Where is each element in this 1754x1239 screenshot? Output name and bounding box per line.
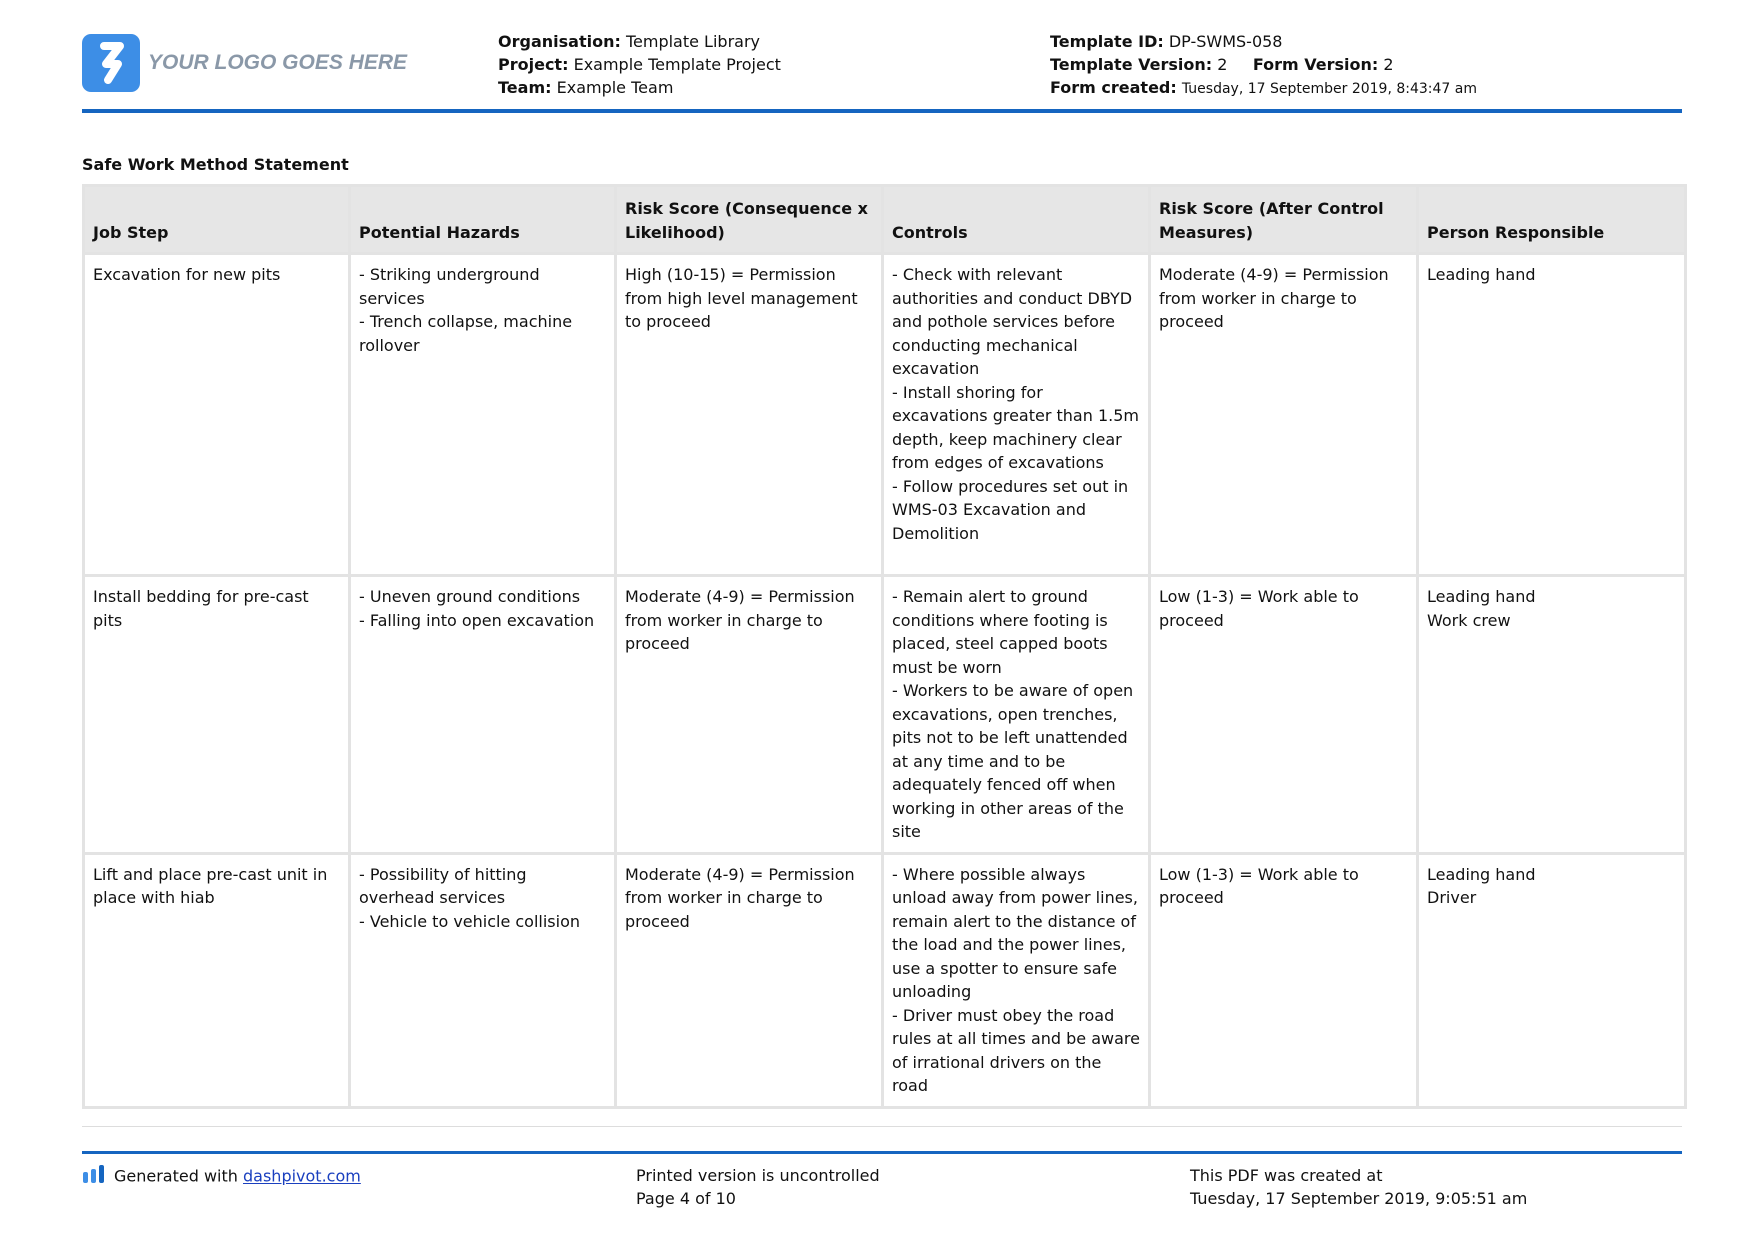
column-header: Person Responsible — [1418, 186, 1686, 254]
form-version-value: 2 — [1383, 55, 1394, 74]
generated-with — [82, 1164, 361, 1190]
controls-cell — [883, 853, 1150, 1107]
control-item: - Follow procedures set out in WMS-03 Excavation and Demolition — [892, 476, 1129, 543]
hazards-cell — [350, 576, 616, 854]
footer-thin-divider — [82, 1126, 1682, 1127]
hazard-item: - Vehicle to vehicle collision — [359, 911, 581, 931]
column-header: Potential Hazards — [350, 186, 616, 254]
organisation-value: Template Library — [625, 32, 760, 51]
hazards-cell — [350, 853, 616, 1107]
uncontrolled-notice: Printed version is uncontrolled — [636, 1166, 880, 1185]
pdf-created-value: Tuesday, 17 September 2019, 9:05:51 am — [1190, 1189, 1528, 1208]
risk-after-cell: Low (1-3) = Work able to proceed — [1150, 853, 1418, 1107]
responsible-item: Leading hand — [1427, 265, 1536, 284]
job-step-cell: Excavation for new pits — [84, 254, 350, 576]
team-value: Example Team — [556, 78, 674, 97]
table-header-row — [84, 186, 1686, 254]
hazard-item: - Possibility of hitting overhead services — [359, 864, 527, 907]
responsible-item: Leading hand — [1427, 587, 1536, 606]
team-label: Team: — [498, 78, 552, 97]
controls-cell — [883, 254, 1150, 576]
responsible-cell — [1418, 254, 1686, 576]
swms-table — [82, 184, 1687, 1109]
risk-after-cell: Low (1-3) = Work able to proceed — [1150, 576, 1418, 854]
responsible-item: Driver — [1427, 888, 1477, 907]
column-header: Job Step — [84, 186, 350, 254]
responsible-item: Work crew — [1427, 610, 1511, 630]
project-label: Project: — [498, 55, 569, 74]
section-title: Safe Work Method Statement — [82, 155, 349, 174]
responsible-cell — [1418, 576, 1686, 854]
form-created-value: Tuesday, 17 September 2019, 8:43:47 am — [1181, 81, 1477, 97]
column-header: Risk Score (Consequence x Likelihood) — [616, 186, 883, 254]
job-step-cell: Install bedding for pre-cast pits — [84, 576, 350, 854]
header-meta-organisation — [498, 30, 781, 99]
footer-divider — [82, 1151, 1682, 1154]
organisation-label: Organisation: — [498, 32, 621, 51]
template-id-value: DP-SWMS-058 — [1168, 32, 1283, 51]
risk-score-cell: High (10-15) = Permission from high level management to proceed — [616, 254, 883, 576]
template-version-value: 2 — [1217, 55, 1228, 74]
control-item: - Where possible always unload away from power lines, remain alert to the distance of the load and the power lines, use a spotter to ensure safe unloading — [892, 864, 1138, 1001]
table-row — [84, 853, 1686, 1107]
table-row — [84, 576, 1686, 854]
form-version-label: Form Version: — [1252, 55, 1379, 74]
hazard-item: - Falling into open excavation — [359, 610, 595, 630]
form-created-label: Form created: — [1050, 78, 1177, 97]
risk-score-cell: Moderate (4-9) = Permission from worker in charge to proceed — [616, 853, 883, 1107]
generated-prefix: Generated with — [114, 1166, 243, 1186]
column-header: Controls — [883, 186, 1150, 254]
page-number: Page 4 of 10 — [636, 1189, 736, 1208]
risk-score-cell: Moderate (4-9) = Permission from worker in charge to proceed — [616, 576, 883, 854]
responsible-item: Leading hand — [1427, 864, 1536, 884]
template-id-label: Template ID: — [1050, 32, 1164, 51]
column-header: Risk Score (After Control Measures) — [1150, 186, 1418, 254]
control-item: - Check with relevant authorities and conduct DBYD and pothole services before conducting mechanical excavation — [892, 265, 1133, 378]
table-row — [84, 254, 1686, 576]
controls-cell — [883, 576, 1150, 854]
responsible-cell — [1418, 853, 1686, 1107]
logo-icon — [82, 34, 140, 92]
control-item: - Driver must obey the road rules at all times and be aware of irrational drivers on the road — [892, 1005, 1140, 1095]
project-value: Example Template Project — [573, 55, 781, 74]
footer-print-info — [636, 1164, 880, 1210]
footer-pdf-created — [1190, 1164, 1527, 1210]
logo-text: YOUR LOGO GOES HERE — [148, 51, 408, 74]
dashpivot-bars-icon — [82, 1164, 106, 1190]
dashpivot-link[interactable]: dashpivot.com — [243, 1166, 361, 1186]
hazard-item: - Striking underground services — [359, 265, 540, 308]
job-step-cell: Lift and place pre-cast unit in place with hiab — [84, 853, 350, 1107]
control-item: - Remain alert to ground conditions where footing is placed, steel capped boots must be worn — [892, 587, 1108, 677]
hazard-item: - Trench collapse, machine rollover — [359, 312, 573, 355]
header-divider — [82, 109, 1682, 113]
hazards-cell — [350, 254, 616, 576]
risk-after-cell: Moderate (4-9) = Permission from worker in charge to proceed — [1150, 254, 1418, 576]
pdf-created-label: This PDF was created at — [1190, 1166, 1383, 1185]
control-item: - Workers to be aware of open excavations, open trenches, pits not to be left unattended at any time and to be adequately fenced off when working in other areas of the site — [892, 681, 1134, 841]
header-meta-template — [1050, 30, 1477, 101]
page-header — [82, 24, 1682, 110]
hazard-item: - Uneven ground conditions — [359, 587, 581, 606]
template-version-label: Template Version: — [1050, 55, 1213, 74]
control-item: - Install shoring for excavations greater than 1.5m depth, keep machinery clear from edges of excavations — [892, 382, 1139, 472]
